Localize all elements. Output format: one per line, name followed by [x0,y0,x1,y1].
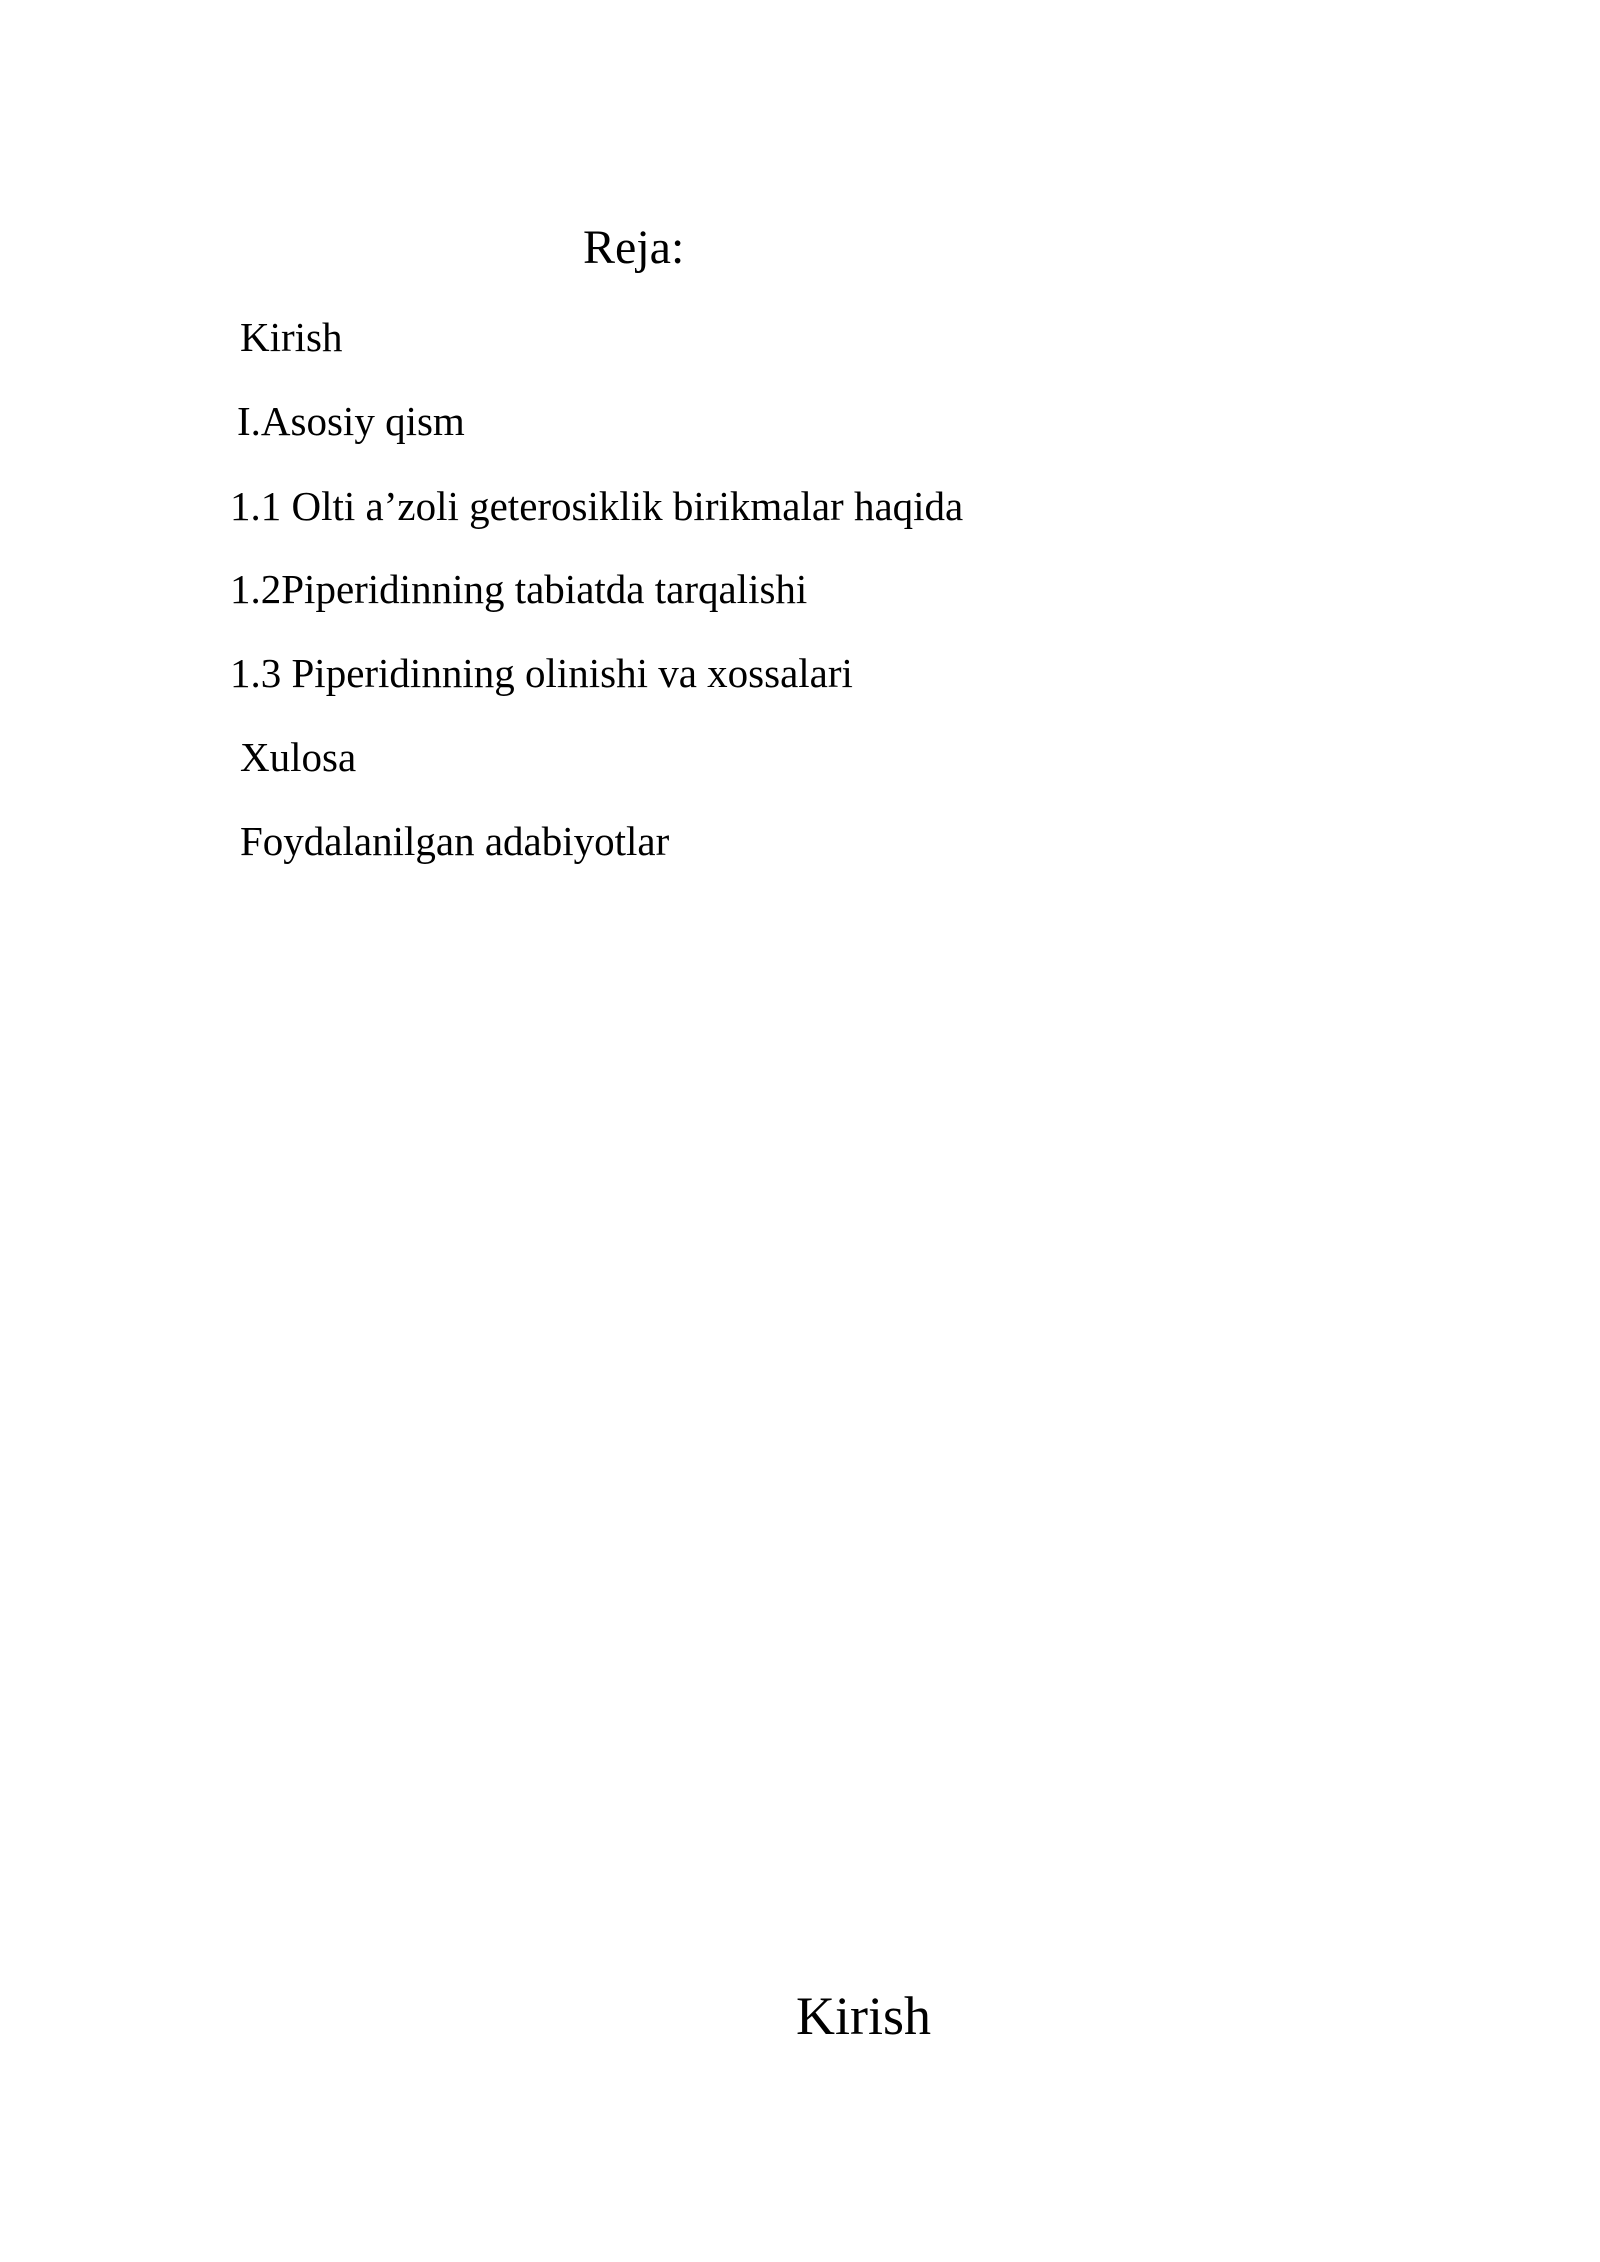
plan-title: Reja: [583,221,685,274]
toc-item-foydalanilgan-adabiyotlar: Foydalanilgan adabiyotlar [240,818,670,864]
toc-item-1-1: 1.1 Olti a’zoli geterosiklik birikmalar haqida [230,483,964,529]
toc-item-kirish: Kirish [240,314,343,360]
toc-item-asosiy-qism: I.Asosiy qism [237,398,465,444]
toc-item-xulosa: Xulosa [240,734,357,780]
toc-item-1-3: 1.3 Piperidinning olinishi va xossalari [230,650,853,696]
toc-item-1-2: 1.2Piperidinning tabiatda tarqalishi [230,566,808,612]
section-title-kirish: Kirish [796,1986,931,2046]
